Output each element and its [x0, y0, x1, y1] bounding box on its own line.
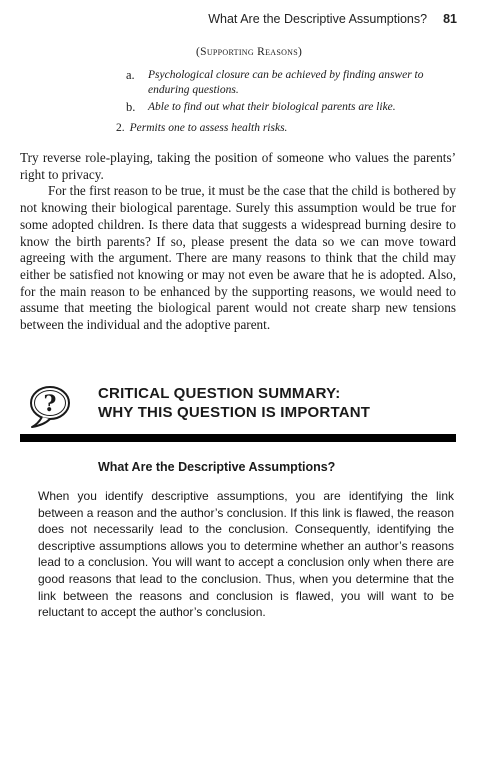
body-paragraph-1: Try reverse role-playing, taking the position of someone who values the parents’ right to privacy.	[20, 150, 456, 182]
question-bubble-icon	[28, 384, 76, 430]
critical-question-heading-line1: CRITICAL QUESTION SUMMARY:	[98, 385, 341, 402]
outline-item-letter: a.	[126, 68, 135, 82]
body-paragraph-2: For the first reason to be true, it must be the case that the child is bothered by not knowing their biological parentage. Surely this assumption would be true for some adopted children. Is there data that suggests a widespread burning desire to know the birth parents? If so, please present the data so we can move toward agreeing with the argument. There are many reasons to think that the child may either be satisfied not knowing or may not even be aware that he is adopted. Also, for the main reason to be enhanced by the supporting reasons, we would need to assume that meeting the biological parent would not create sharp new tensions between the individual and the adoptive parent.	[20, 183, 456, 333]
critical-question-heading	[98, 384, 370, 422]
outline-item-b	[126, 100, 466, 115]
summary-title: What Are the Descriptive Assumptions?	[98, 460, 336, 474]
outline-item-a	[126, 68, 466, 98]
page-number: 81	[443, 12, 457, 26]
critical-question-heading-line2: WHY THIS QUESTION IS IMPORTANT	[98, 404, 371, 421]
body-text	[20, 150, 456, 334]
outline-reason-2	[116, 122, 287, 134]
reason-text: Permits one to assess health risks.	[129, 122, 288, 134]
svg-text:?: ?	[43, 391, 57, 417]
outline-item-letter: b.	[126, 100, 136, 114]
outline-item-text: Able to find out what their biological parents are like.	[148, 101, 396, 113]
summary-text: When you identify descriptive assumptions, you are identifying the link between a reason and the author’s conclusion. If this link is flawed, the reason does not necessarily lead to the conclusion. Consequently, identifying the descriptive assumptions allows you to determine whether an author’s reasons lead to a conclusion. You will want to accept a conclusion only when there are good reasons that lead to the conclusion. Thus, when you determine that the link between the reasons and conclusion is flawed, you will want to be reluctant to accept the author’s conclusion.	[38, 489, 454, 620]
running-head-title: What Are the Descriptive Assumptions?	[208, 12, 428, 26]
reason-number: 2.	[116, 122, 125, 134]
running-head	[208, 12, 457, 26]
heading-rule	[20, 434, 456, 442]
outline-item-text: Psychological closure can be achieved by finding answer to enduring questions.	[148, 69, 424, 96]
supporting-reasons-heading: (Supporting Reasons)	[196, 46, 303, 58]
